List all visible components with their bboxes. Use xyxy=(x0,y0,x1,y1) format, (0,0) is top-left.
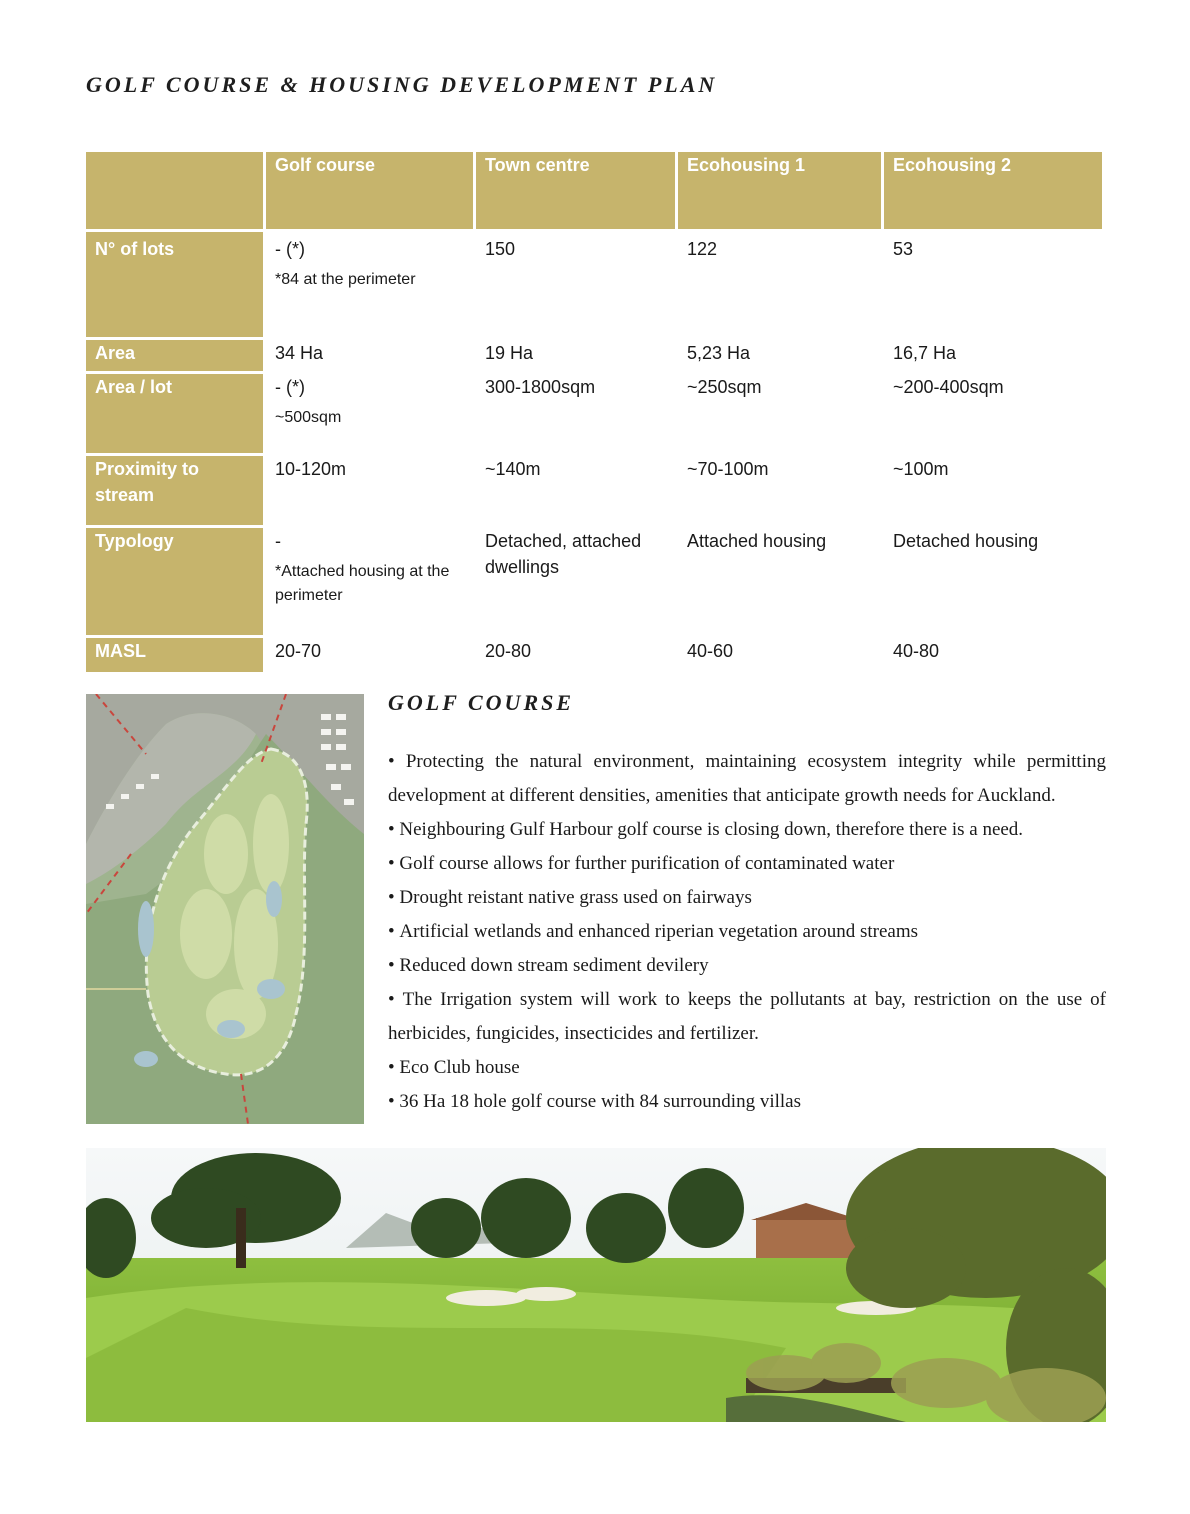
row-label: Typology xyxy=(86,528,266,638)
column-header-golf-course: Golf course xyxy=(266,152,476,232)
list-item: • Protecting the natural environment, maintaining ecosystem integrity while permitting development at different densities, amenities that anticipate growth needs for Auckland. xyxy=(388,745,1106,813)
golf-course-photo xyxy=(86,1148,1106,1422)
table-cell: 53 xyxy=(893,239,914,259)
table-cell: 40-60 xyxy=(687,641,734,661)
table-cell: 16,7 Ha xyxy=(893,343,957,363)
column-header-town-centre: Town centre xyxy=(476,152,678,232)
table-cell: 300-1800sqm xyxy=(485,377,596,397)
table-cell: 20-70 xyxy=(275,641,322,661)
table-row xyxy=(86,232,1102,340)
table-cell: 19 Ha xyxy=(485,343,534,363)
table-cell: 122 xyxy=(687,239,718,259)
table-row xyxy=(86,456,1102,528)
table-cell: Attached housing xyxy=(687,531,827,551)
table-cell: ~100m xyxy=(893,459,949,479)
list-item: • 36 Ha 18 hole golf course with 84 surrounding villas xyxy=(388,1085,1106,1119)
column-header-ecohousing-2: Ecohousing 2 xyxy=(884,152,1102,232)
golf-course-heading: GOLF COURSE xyxy=(388,690,575,715)
cell-note: *84 at the perimeter xyxy=(275,271,416,288)
development-table xyxy=(86,152,1102,672)
table-cell: Detached housing xyxy=(893,531,1039,551)
list-item: • The Irrigation system will work to keeps the pollutants at bay, restriction on the use of herbicides, fungicides, insecticides and fertilizer. xyxy=(388,983,1106,1051)
table-cell xyxy=(266,232,476,340)
table-cell: 40-80 xyxy=(893,641,940,661)
list-item: • Eco Club house xyxy=(388,1051,1106,1085)
row-label: Area xyxy=(86,340,266,374)
table-cell xyxy=(266,528,476,638)
table-cell: 150 xyxy=(485,239,516,259)
table-header-row xyxy=(86,152,1102,232)
list-item: • Reduced down stream sediment devilery xyxy=(388,949,1106,983)
row-label: Proximity to stream xyxy=(86,456,266,528)
page-title: GOLF COURSE & HOUSING DEVELOPMENT PLAN xyxy=(86,72,718,97)
row-label: N° of lots xyxy=(86,232,266,340)
cell-note: *Attached housing at the perimeter xyxy=(275,563,450,604)
cell-note: ~500sqm xyxy=(275,409,342,426)
table-row xyxy=(86,528,1102,638)
list-item: • Artificial wetlands and enhanced riperian vegetation around streams xyxy=(388,915,1106,949)
list-item: • Neighbouring Gulf Harbour golf course is closing down, therefore there is a need. xyxy=(388,813,1106,847)
cell-value: - (*) xyxy=(275,239,305,259)
cell-value: - (*) xyxy=(275,377,305,397)
table-cell: 5,23 Ha xyxy=(687,343,751,363)
table-row xyxy=(86,638,1102,672)
table-cell: 34 Ha xyxy=(275,343,324,363)
list-item: • Drought reistant native grass used on fairways xyxy=(388,881,1106,915)
table-cell: ~250sqm xyxy=(687,377,762,397)
list-item: • Golf course allows for further purification of contaminated water xyxy=(388,847,1106,881)
golf-course-bullet-list xyxy=(388,745,1106,1119)
row-label: Area / lot xyxy=(86,374,266,456)
table-cell: 10-120m xyxy=(275,459,347,479)
row-label: MASL xyxy=(86,638,266,672)
golf-course-site-plan xyxy=(86,694,364,1124)
table-cell: 20-80 xyxy=(485,641,532,661)
table-cell: ~140m xyxy=(485,459,541,479)
table-row xyxy=(86,374,1102,456)
table-cell xyxy=(266,374,476,456)
column-header xyxy=(86,152,266,232)
cell-value: - xyxy=(275,531,281,551)
table-cell: Detached, attached dwellings xyxy=(485,531,642,577)
table-cell: ~200-400sqm xyxy=(893,377,1004,397)
table-cell: ~70-100m xyxy=(687,459,769,479)
column-header-ecohousing-1: Ecohousing 1 xyxy=(678,152,884,232)
table-row xyxy=(86,340,1102,374)
